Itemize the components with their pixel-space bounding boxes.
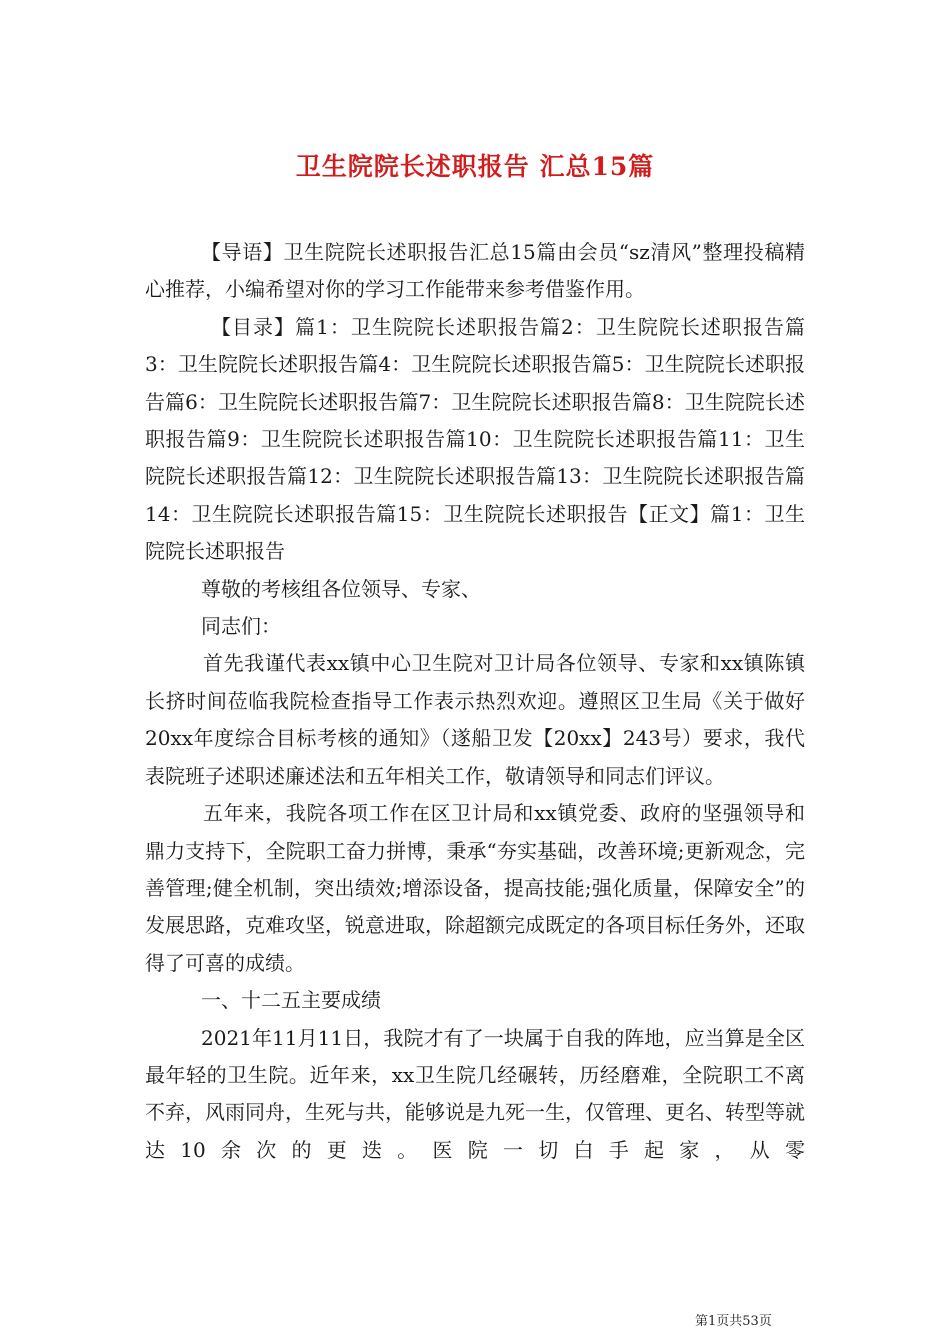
five-years-paragraph: 五年来，我院各项工作在区卫计局和xx镇党委、政府的坚强领导和鼎力支持下，全院职工奋力拼博，秉承“夯实基础，改善环境;更新观念，完善管理;健全机制，突出绩效;增添设备，提高技能;强化质量，保障安全”的发展思路，克难攻坚，锐意进取，除超额完成既定的各项目标任务外，还取得了可喜的成绩。 bbox=[145, 801, 805, 975]
section-heading: 一、十二五主要成绩 bbox=[201, 988, 381, 1013]
table-of-contents-paragraph: 【目录】篇1：卫生院院长述职报告篇2：卫生院院长述职报告篇3：卫生院院长述职报告篇4：卫生院院长述职报告篇5：卫生院院长述职报告篇6：卫生院院长述职报告篇7：卫生院院长述职报告篇8：卫生院院长述职报告篇9：卫生院院长述职报告篇10：卫生院院长述职报告篇11：卫生院院长述职报告篇12：卫生院院长述职报告篇13：卫生院院长述职报告篇14：卫生院院长述职报告篇15：卫生院院长述职报告【正文】篇1：卫生院院长述职报告 bbox=[145, 314, 805, 564]
page-title: 卫生院院长述职报告 汇总15篇 bbox=[295, 151, 655, 181]
welcome-paragraph: 首先我谨代表xx镇中心卫生院对卫计局各位领导、专家和xx镇陈镇长挤时间莅临我院检查指导工作表示热烈欢迎。遵照区卫生局《关于做好20xx年度综合目标考核的通知》（遂船卫发【20xx】243号）要求，我代表院班子述职述廉述法和五年相关工作，敬请领导和同志们评议。 bbox=[145, 651, 805, 788]
achievement-paragraph: 2021年11月11日，我院才有了一块属于自我的阵地，应当算是全区最年轻的卫生院。近年来，xx卫生院几经碾转，历经磨难，全院职工不离不弃，风雨同舟，生死与共，能够说是九死一生，仅管理、更名、转型等就达10余次的更迭。医院一切白手起家，从零 bbox=[145, 1025, 805, 1162]
salutation-line-comrades: 同志们： bbox=[201, 614, 281, 639]
document-body bbox=[145, 234, 805, 1169]
intro-paragraph: 【导语】卫生院院长述职报告汇总15篇由会员“sz清风”整理投稿精心推荐，小编希望对你的学习工作能带来参考借鉴作用。 bbox=[145, 240, 805, 302]
salutation-line: 尊敬的考核组各位领导、专家、 bbox=[201, 576, 481, 601]
page-number-footer: 第1页共53页 bbox=[695, 1314, 772, 1329]
